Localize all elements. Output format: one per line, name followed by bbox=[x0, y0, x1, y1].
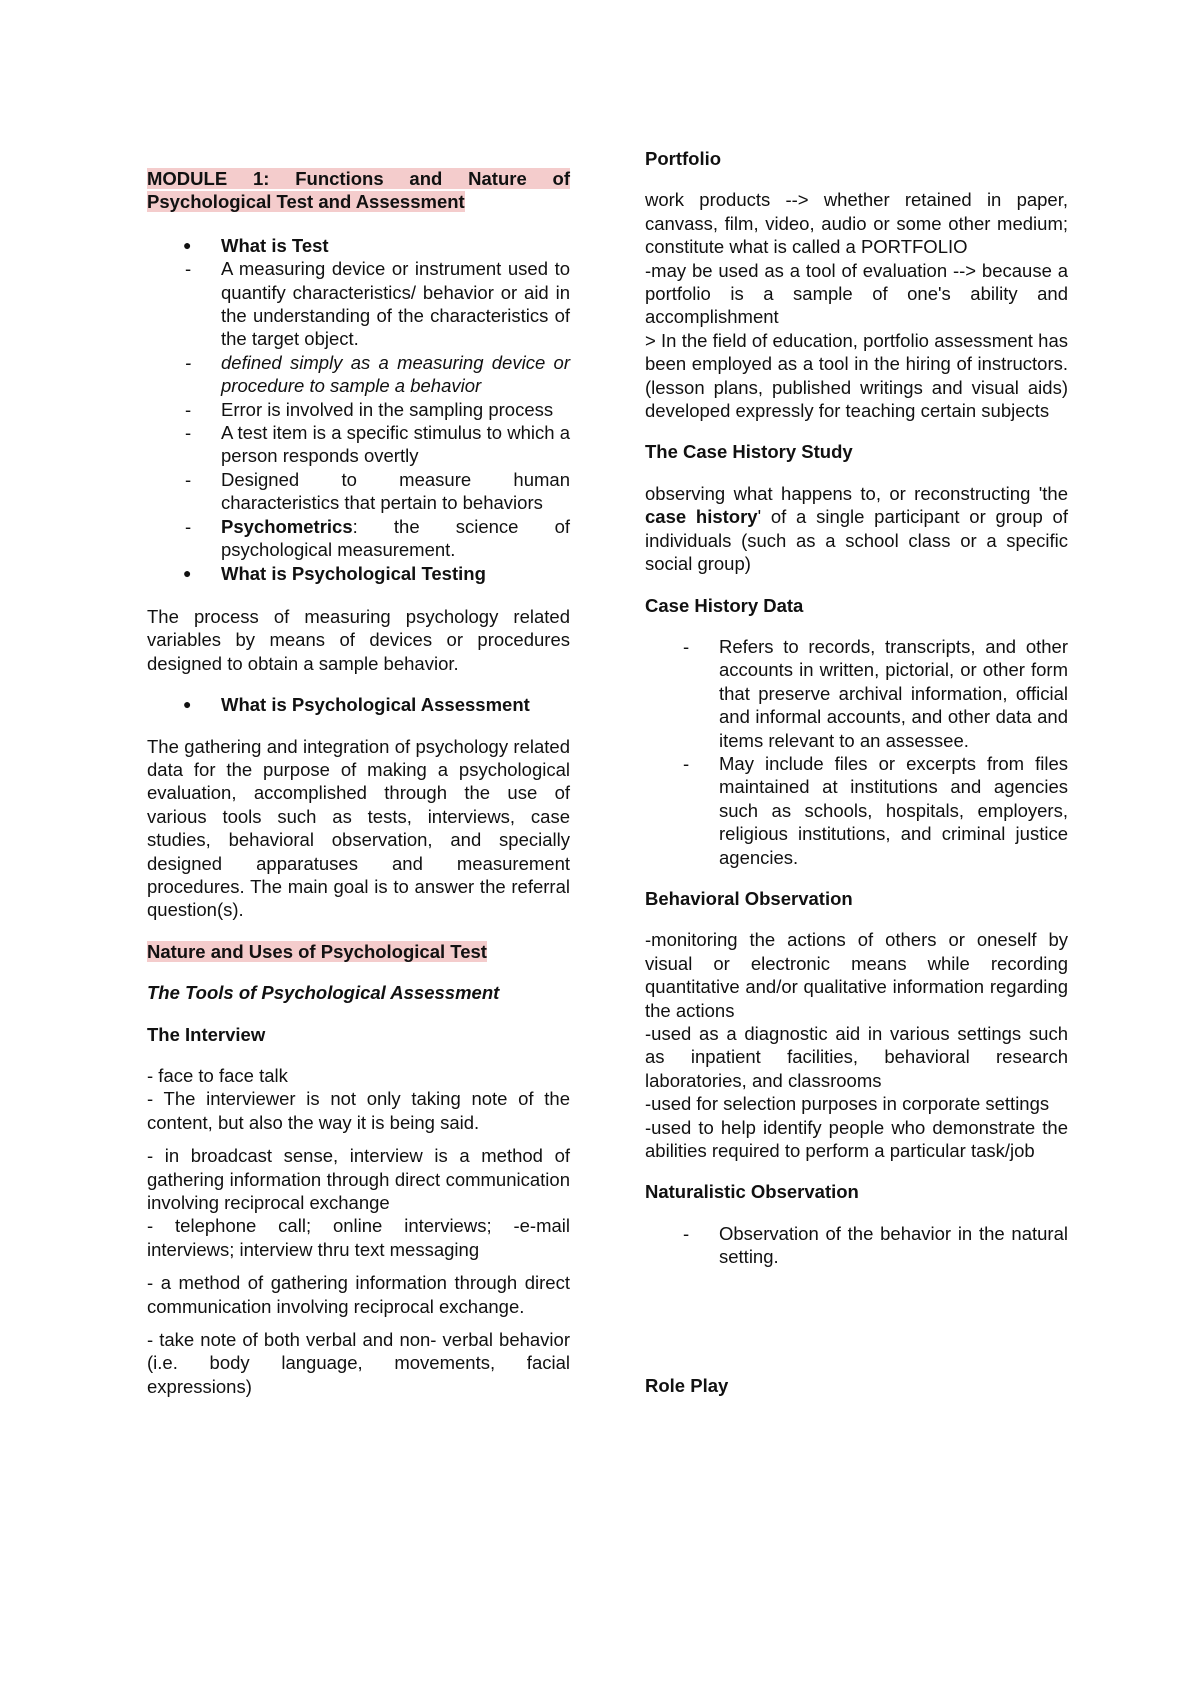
role-play-heading: Role Play bbox=[645, 1374, 729, 1396]
case-history-data-heading: Case History Data bbox=[645, 594, 804, 616]
bullet-psychological-assessment bbox=[147, 693, 570, 716]
list-item: - Designed to measure human characteristics that pertain to behaviors bbox=[147, 468, 570, 515]
case-history-study-heading: The Case History Study bbox=[645, 441, 853, 463]
behavioral-line: -monitoring the actions of others or oneself by visual or electronic means while recording quantitative and/or qualitative information regarding the actions bbox=[645, 929, 1068, 1021]
interview-heading: The Interview bbox=[147, 1023, 266, 1045]
naturalistic-list bbox=[645, 1222, 1068, 1269]
list-item: - A measuring device or instrument used to quantify characteristics/ behavior or aid in the understanding of the characteristics of the target object. bbox=[147, 257, 570, 351]
tools-heading: The Tools of Psychological Assessment bbox=[147, 982, 500, 1004]
list-item: - Refers to records, transcripts, and other accounts in written, pictorial, or other form that preserve archival information, official and informal accounts, and other data and items relevant to an assessee. bbox=[645, 635, 1068, 752]
interview-line: - a method of gathering information through direct communication involving reciprocal exchange. bbox=[147, 1272, 570, 1317]
case-history-data-list bbox=[645, 635, 1068, 869]
behavioral-line: -used as a diagnostic aid in various settings such as inpatient facilities, behavioral research laboratories, and classrooms bbox=[645, 1023, 1068, 1091]
right-column bbox=[645, 147, 1068, 1397]
portfolio-heading: Portfolio bbox=[645, 148, 722, 169]
list-item: - A test item is a specific stimulus to which a person responds overtly bbox=[147, 421, 570, 468]
module-title-text: MODULE 1: Functions and Nature of Psychological Test and Assessment bbox=[147, 168, 570, 213]
list-item: - Error is involved in the sampling process bbox=[147, 398, 570, 421]
module-title bbox=[147, 167, 570, 214]
bullet-icon: ● bbox=[183, 564, 192, 581]
interview-line: - face to face talk bbox=[147, 1065, 288, 1086]
list-item: - defined simply as a measuring device or procedure to sample a behavior bbox=[147, 351, 570, 398]
left-column bbox=[147, 167, 570, 1398]
bullet-icon: ● bbox=[183, 696, 192, 713]
naturalistic-observation-heading: Naturalistic Observation bbox=[645, 1181, 859, 1203]
behavioral-line: -used to help identify people who demonstrate the abilities required to perform a particular task/job bbox=[645, 1116, 1068, 1162]
nature-heading bbox=[147, 940, 570, 963]
portfolio-line: work products --> whether retained in paper, canvass, film, video, audio or some other medium; constitute what is called a PORTFOLIO bbox=[645, 189, 1068, 258]
interview-line: - in broadcast sense, interview is a method of gathering information through direct communication involving reciprocal exchange bbox=[147, 1145, 570, 1214]
list-item: - Observation of the behavior in the natural setting. bbox=[645, 1222, 1068, 1269]
interview-line: - The interviewer is not only taking note of the content, but also the way it is being said. bbox=[147, 1088, 570, 1133]
what-is-test-heading: What is Test bbox=[221, 234, 329, 256]
bullet-icon: ● bbox=[183, 236, 192, 253]
interview-line: - take note of both verbal and non- verbal behavior (i.e. body language, movements, facial expressions) bbox=[147, 1329, 570, 1397]
bullet-what-is-test bbox=[147, 234, 570, 257]
psychological-testing-heading: What is Psychological Testing bbox=[221, 562, 486, 584]
psychometrics-definition: : the science of psychological measurement. bbox=[221, 515, 570, 561]
interview-line: - telephone call; online interviews; -e-mail interviews; interview thru text messaging bbox=[147, 1215, 570, 1260]
psychological-assessment-body: The gathering and integration of psychology related data for the purpose of making a psychological evaluation, accomplished through the use of various tools such as tests, interviews, case studies, behavioral observation, and specially designed apparatuses and measurement procedures. The main goal is to answer the referral question(s). bbox=[147, 735, 570, 921]
portfolio-line: -may be used as a tool of evaluation --> because a portfolio is a sample of one's ability and accomplishment bbox=[645, 259, 1068, 328]
portfolio-line: > In the field of education, portfolio assessment has been employed as a tool in the hiring of instructors. (lesson plans, published writings and visual aids) developed expressly for teaching certain subjects bbox=[645, 329, 1068, 422]
bullet-psychological-testing bbox=[147, 562, 570, 585]
case-history-term: case history bbox=[645, 506, 758, 528]
behavioral-observation-heading: Behavioral Observation bbox=[645, 887, 853, 909]
test-definition-list bbox=[147, 257, 570, 561]
case-history-study-body bbox=[645, 482, 1068, 576]
behavioral-line: -used for selection purposes in corporate settings bbox=[645, 1093, 1050, 1115]
list-item: - May include files or excerpts from files maintained at institutions and agencies such as schools, hospitals, employers, religious institutions, and criminal justice agencies. bbox=[645, 752, 1068, 869]
case-study-text: observing what happens to, or reconstructing 'the bbox=[645, 482, 1068, 504]
list-item-psychometrics bbox=[147, 515, 570, 562]
case-study-text: ' of a single participant or group of individuals (such as a school class or a specific social group) bbox=[645, 506, 1068, 575]
psychometrics-term: Psychometrics bbox=[221, 515, 353, 537]
psychological-assessment-heading: What is Psychological Assessment bbox=[221, 694, 530, 716]
nature-heading-text: Nature and Uses of Psychological Test bbox=[147, 940, 487, 962]
psychological-testing-body: The process of measuring psychology related variables by means of devices or procedures designed to obtain a sample behavior. bbox=[147, 605, 570, 674]
